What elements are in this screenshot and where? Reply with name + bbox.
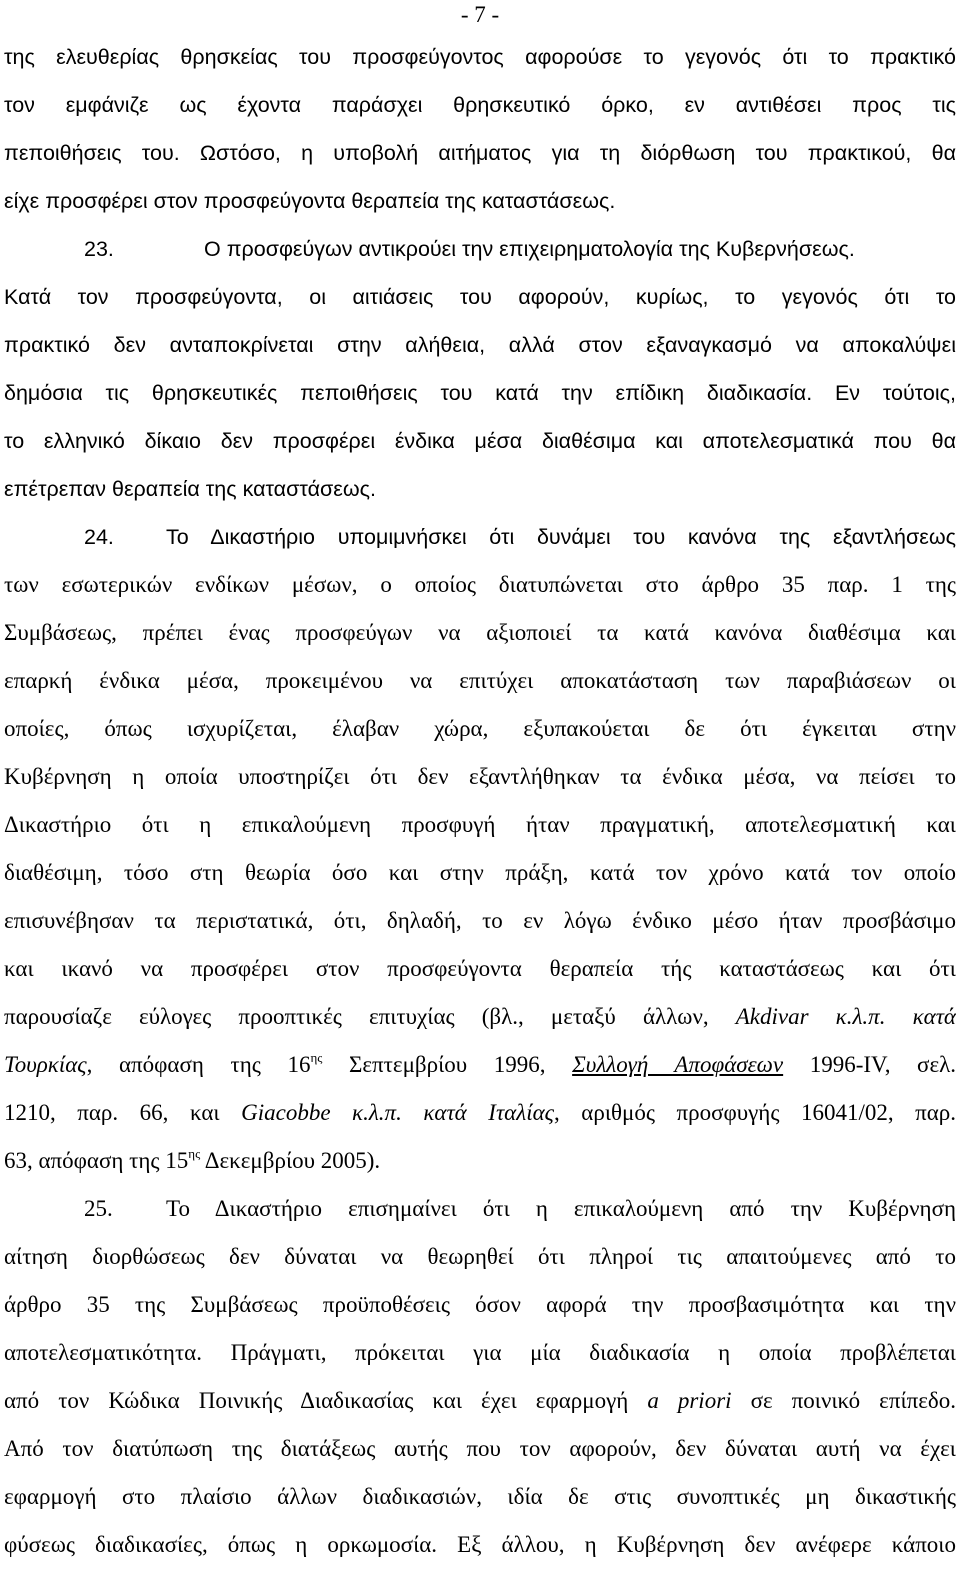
paragraph-24-heading bbox=[4, 513, 956, 561]
case-name: Akdivar κ.λ.π. κατά bbox=[735, 1004, 956, 1029]
text-line: Κυβέρνηση η οποία υποστηρίζει ότι δεν εξαντλήθηκαν τα ένδικα μέσα, να πείσει το bbox=[4, 764, 956, 789]
paragraph-number: 24. bbox=[84, 525, 114, 549]
latin-term: a priori bbox=[647, 1388, 732, 1413]
text-line: της ελευθερίας θρησκείας του προσφεύγοντος αφορούσε το γεγονός ότι το πρακτικό bbox=[4, 45, 956, 69]
citation-line bbox=[4, 1041, 956, 1089]
text-line: και ικανό να προσφέρει στον προσφεύγοντα θεραπεία τής καταστάσεως και ότι bbox=[4, 956, 956, 981]
text-line: Από τον διατύπωση της διατάξεως αυτής που τον αφορούν, δεν δύναται αυτή να έχει bbox=[4, 1436, 956, 1461]
text-line bbox=[4, 1377, 956, 1425]
text-segment: από τον Κώδικα Ποινικής Διαδικασίας και έχει εφαρμογή bbox=[4, 1388, 648, 1413]
text-line: Δικαστήριο ότι η επικαλούμενη προσφυγή ήταν πραγματική, αποτελεσματική και bbox=[4, 812, 956, 837]
case-name: Giacobbe κ.λ.π. κατά Ιταλίας bbox=[241, 1100, 555, 1125]
text-line: οποίες, όπως ισχυρίζεται, έλαβαν χώρα, εξυπακούεται δε ότι έγκειται στην bbox=[4, 716, 956, 741]
citation-line bbox=[4, 993, 956, 1041]
text-line: αποτελεσματικότητα. Πράγματι, πρόκειται για μία διαδικασία η οποία προβλέπεται bbox=[4, 1340, 956, 1365]
case-name: Τουρκίας bbox=[4, 1052, 87, 1077]
text-line: άρθρο 35 της Συμβάσεως προϋποθέσεις όσον αφορά την προσβασιμότητα και την bbox=[4, 1292, 956, 1317]
reports-title: Συλλογή Αποφάσεων bbox=[572, 1052, 784, 1077]
text-line: εφαρμογή στο πλαίσιο άλλων διαδικασιών, ιδία δε στις συνοπτικές μη δικαστικής bbox=[4, 1484, 956, 1509]
text-line: τον εμφάνιζε ως έχοντα παράσχει θρησκευτικό όρκο, εν αντιθέσει προς τις bbox=[4, 93, 956, 117]
citation-text: 63, απόφαση της 15 bbox=[4, 1148, 189, 1173]
citation-line bbox=[4, 1137, 956, 1185]
text-line: Κατά τον προσφεύγοντα, οι αιτιάσεις του αφορούν, κυρίως, το γεγονός ότι το bbox=[4, 285, 956, 309]
paragraph-text: Ο προσφεύγων αντικρούει την επιχειρηματολογία της Κυβερνήσεως. bbox=[204, 237, 855, 261]
paragraph-text: Το Δικαστήριο επισημαίνει ότι η επικαλούμενη από την Κυβέρνηση bbox=[166, 1196, 956, 1221]
paragraph-text: Το Δικαστήριο υπομιμνήσκει ότι δυνάμει του κανόνα της εξαντλήσεως bbox=[166, 525, 956, 549]
ordinal-suffix: ης bbox=[310, 1050, 323, 1066]
citation-text: 1996-IV, σελ. bbox=[783, 1052, 956, 1077]
paragraph-number: 25. bbox=[84, 1196, 113, 1221]
citation-text: Δεκεμβρίου 2005). bbox=[200, 1148, 381, 1173]
citation-text: Σεπτεμβρίου 1996, bbox=[322, 1052, 573, 1077]
paragraph-23-heading bbox=[4, 225, 956, 273]
citation-text: 1210, παρ. 66, και bbox=[4, 1100, 242, 1125]
text-line: Συμβάσεως, πρέπει ένας προσφεύγων να αξιοποιεί τα κατά κανόνα διαθέσιμα και bbox=[4, 620, 956, 645]
page-number: - 7 - bbox=[460, 2, 500, 27]
paragraph-number: 23. bbox=[84, 237, 114, 261]
text-line: το ελληνικό δίκαιο δεν προσφέρει ένδικα μέσα διαθέσιμα και αποτελεσματικά που θα bbox=[4, 429, 956, 453]
citation-text: , αριθμός προσφυγής 16041/02, παρ. bbox=[554, 1100, 956, 1125]
citation-line bbox=[4, 1089, 956, 1137]
citation-text: παρουσίαζε εύλογες προοπτικές επιτυχίας (βλ., μεταξύ άλλων, bbox=[4, 1004, 736, 1029]
text-line: είχε προσφέρει στον προσφεύγοντα θεραπεία της καταστάσεως. bbox=[4, 189, 616, 213]
paragraph-25-heading bbox=[4, 1185, 956, 1233]
text-line: επαρκή ένδικα μέσα, προκειμένου να επιτύχει αποκατάσταση των παραβιάσεων οι bbox=[4, 668, 956, 693]
text-line: επέτρεπαν θεραπεία της καταστάσεως. bbox=[4, 477, 376, 501]
text-line: επισυνέβησαν τα περιστατικά, ότι, δηλαδή, το εν λόγω ένδικο μέσο ήταν προσβάσιμο bbox=[4, 908, 956, 933]
text-line: διαθέσιμη, τόσο στη θεωρία όσο και στην πράξη, κατά τον χρόνο κατά τον οποίο bbox=[4, 860, 956, 885]
ordinal-suffix: ης bbox=[188, 1146, 201, 1162]
text-line: φύσεως διαδικασίες, όπως η ορκωμοσία. Εξ άλλου, η Κυβέρνηση δεν ανέφερε κάποιο bbox=[4, 1532, 956, 1557]
text-line: αίτηση διορθώσεως δεν δύναται να θεωρηθεί ότι πληροί τις απαιτούμενες από το bbox=[4, 1244, 956, 1269]
citation-text: , απόφαση της 16 bbox=[86, 1052, 311, 1077]
text-line: πεποιθήσεις του. Ωστόσο, η υποβολή αιτήματος για τη διόρθωση του πρακτικού, θα bbox=[4, 141, 956, 165]
text-line: δημόσια τις θρησκευτικές πεποιθήσεις του κατά την επίδικη διαδικασία. Εν τούτοις, bbox=[4, 381, 956, 405]
text-segment: σε ποινικό επίπεδο. bbox=[731, 1388, 956, 1413]
text-line: των εσωτερικών ενδίκων μέσων, ο οποίος διατυπώνεται στο άρθρο 35 παρ. 1 της bbox=[4, 572, 956, 597]
text-line: πρακτικό δεν ανταποκρίνεται στην αλήθεια, αλλά στον εξαναγκασμό να αποκαλύψει bbox=[4, 333, 956, 357]
